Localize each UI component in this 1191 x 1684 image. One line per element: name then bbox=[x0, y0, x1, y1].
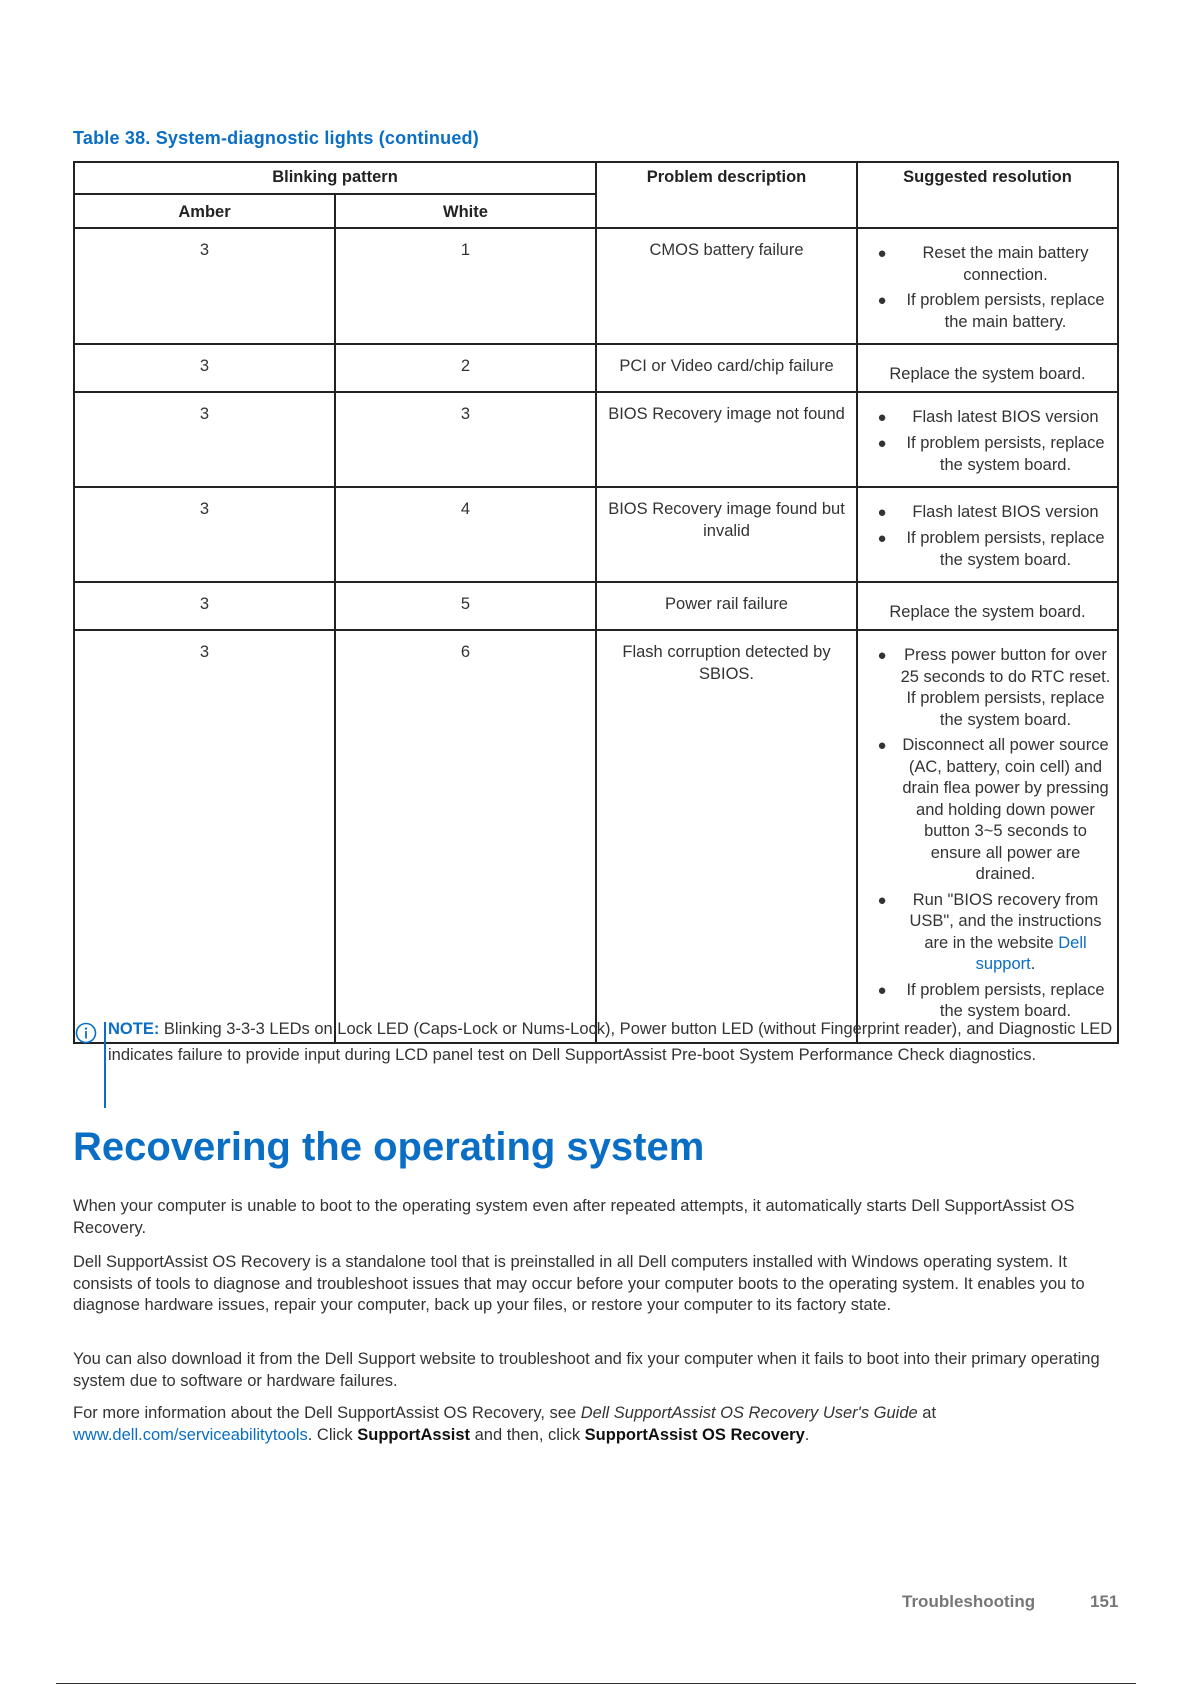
dell-support-link[interactable]: Dell support bbox=[975, 933, 1087, 973]
problem-description: CMOS battery failure bbox=[596, 228, 857, 344]
problem-description: BIOS Recovery image not found bbox=[596, 392, 857, 487]
bullet-text: Flash latest BIOS version bbox=[912, 408, 1099, 426]
resolution-bullet bbox=[864, 890, 1111, 976]
text-span: . bbox=[804, 1425, 810, 1444]
problem-description: Power rail failure bbox=[596, 582, 857, 630]
resolution-bullet bbox=[864, 407, 1111, 429]
bullet-icon: ● bbox=[877, 530, 887, 547]
resolution-text: Replace the system board. bbox=[889, 365, 1086, 383]
problem-description: PCI or Video card/chip failure bbox=[596, 344, 857, 392]
header-suggested-resolution: Suggested resolution bbox=[857, 162, 1118, 228]
text-span: . Click bbox=[307, 1425, 358, 1444]
bullet-icon: ● bbox=[877, 245, 887, 262]
bullet-icon: ● bbox=[877, 891, 887, 909]
problem-description: Flash corruption detected by SBIOS. bbox=[596, 630, 857, 1043]
white-count: 5 bbox=[335, 582, 596, 630]
bullet-icon: ● bbox=[877, 647, 887, 664]
bullet-text: Press power button for over 25 seconds to do RTC reset. If problem persists, replace the system board. bbox=[900, 646, 1111, 729]
bullet-icon: ● bbox=[877, 292, 887, 309]
suggested-resolution bbox=[857, 392, 1118, 487]
resolution-bullet bbox=[864, 735, 1111, 886]
table-header-row-1 bbox=[74, 162, 1118, 194]
resolution-text: Replace the system board. bbox=[889, 603, 1086, 621]
resolution-bullet bbox=[864, 528, 1111, 571]
table-row bbox=[74, 344, 1118, 392]
table-row bbox=[74, 487, 1118, 582]
table-caption: Table 38. System-diagnostic lights (continued) bbox=[73, 128, 479, 148]
text-span: and then, click bbox=[470, 1425, 585, 1444]
diagnostic-lights-table bbox=[73, 161, 1119, 1044]
bullet-icon: ● bbox=[877, 737, 887, 754]
resolution-bullet bbox=[864, 645, 1111, 731]
bullet-icon: ● bbox=[877, 504, 887, 521]
footer-page-number: 151 bbox=[1090, 1592, 1119, 1611]
bullet-text: Flash latest BIOS version bbox=[912, 503, 1099, 521]
info-icon bbox=[75, 1022, 97, 1044]
table-row bbox=[74, 630, 1118, 1043]
note-label: NOTE: bbox=[108, 1020, 160, 1038]
amber-count: 3 bbox=[74, 228, 335, 344]
bullet-icon: ● bbox=[877, 409, 887, 426]
bullet-text-after: . bbox=[1030, 955, 1036, 973]
footer-section-name: Troubleshooting bbox=[902, 1592, 1036, 1611]
bullet-text: If problem persists, replace the system board. bbox=[906, 980, 1105, 1020]
amber-count: 3 bbox=[74, 630, 335, 1043]
bullet-text: If problem persists, replace the main battery. bbox=[906, 291, 1105, 331]
resolution-bullet bbox=[864, 290, 1111, 333]
problem-description: BIOS Recovery image found but invalid bbox=[596, 487, 857, 582]
serviceability-tools-link[interactable]: www.dell.com/serviceabilitytools bbox=[73, 1425, 308, 1444]
paragraph: When your computer is unable to boot to the operating system even after repeated attempts, it automatically starts Dell SupportAssist OS Recovery. bbox=[73, 1197, 1075, 1237]
suggested-resolution bbox=[857, 487, 1118, 582]
suggested-resolution bbox=[857, 228, 1118, 344]
bullet-text: Disconnect all power source (AC, battery, coin cell) and drain flea power by pressing and holding down power button 3~5 seconds to ensure all power are drained. bbox=[902, 736, 1109, 883]
header-amber: Amber bbox=[74, 194, 335, 228]
suggested-resolution bbox=[857, 344, 1118, 392]
white-count: 6 bbox=[335, 630, 596, 1043]
bold-supportassist: SupportAssist bbox=[357, 1425, 471, 1444]
bullet-text: If problem persists, replace the system board. bbox=[906, 434, 1105, 474]
white-count: 2 bbox=[335, 344, 596, 392]
header-problem-description: Problem description bbox=[596, 162, 857, 228]
amber-count: 3 bbox=[74, 582, 335, 630]
bullet-text: Reset the main battery connection. bbox=[922, 244, 1089, 284]
section-title: Recovering the operating system bbox=[73, 1125, 705, 1169]
paragraph: You can also download it from the Dell Support website to troubleshoot and fix your computer when it fails to boot into their primary operating system due to software or hardware failures. bbox=[73, 1350, 1100, 1390]
amber-count: 3 bbox=[74, 487, 335, 582]
note-text bbox=[108, 1016, 1123, 1068]
note-body: Blinking 3-3-3 LEDs on Lock LED (Caps-Lock or Nums-Lock), Power button LED (without Fingerprint reader), and Diagnostic LED indicates failure to provide input during LCD panel test on Dell SupportAssist Pre-boot System Performance Check diagnostics. bbox=[108, 1020, 1113, 1064]
header-white: White bbox=[335, 194, 596, 228]
header-blinking-pattern: Blinking pattern bbox=[74, 162, 596, 194]
bold-supportassist-os-recovery: SupportAssist OS Recovery bbox=[584, 1425, 805, 1444]
resolution-bullet bbox=[864, 502, 1111, 524]
white-count: 3 bbox=[335, 392, 596, 487]
note-bar bbox=[104, 1022, 106, 1108]
table-row bbox=[74, 228, 1118, 344]
white-count: 1 bbox=[335, 228, 596, 344]
bullet-icon: ● bbox=[877, 981, 887, 999]
text-span: at bbox=[917, 1404, 937, 1422]
bullet-icon: ● bbox=[877, 435, 887, 452]
amber-count: 3 bbox=[74, 344, 335, 392]
bullet-text: If problem persists, replace the system board. bbox=[906, 529, 1105, 569]
suggested-resolution bbox=[857, 582, 1118, 630]
table-row bbox=[74, 582, 1118, 630]
guide-title: Dell SupportAssist OS Recovery User's Guide bbox=[580, 1404, 918, 1422]
resolution-bullet bbox=[864, 433, 1111, 476]
bullet-text-before: Run "BIOS recovery from USB", and the instructions are in the website bbox=[909, 890, 1102, 952]
paragraph: Dell SupportAssist OS Recovery is a standalone tool that is preinstalled in all Dell computers installed with Windows operating system. It consists of tools to diagnose and troubleshoot issues that may occur before your computer boots to the operating system. It enables you to diagnose hardware issues, repair your computer, back up your files, or restore your computer to its factory state. bbox=[73, 1253, 1085, 1314]
amber-count: 3 bbox=[74, 392, 335, 487]
suggested-resolution bbox=[857, 630, 1118, 1043]
white-count: 4 bbox=[335, 487, 596, 582]
resolution-bullet bbox=[864, 243, 1111, 286]
paragraph bbox=[73, 1403, 1123, 1446]
bullet-text bbox=[900, 890, 1111, 976]
table-row bbox=[74, 392, 1118, 487]
text-span: For more information about the Dell SupportAssist OS Recovery, see bbox=[73, 1404, 581, 1422]
